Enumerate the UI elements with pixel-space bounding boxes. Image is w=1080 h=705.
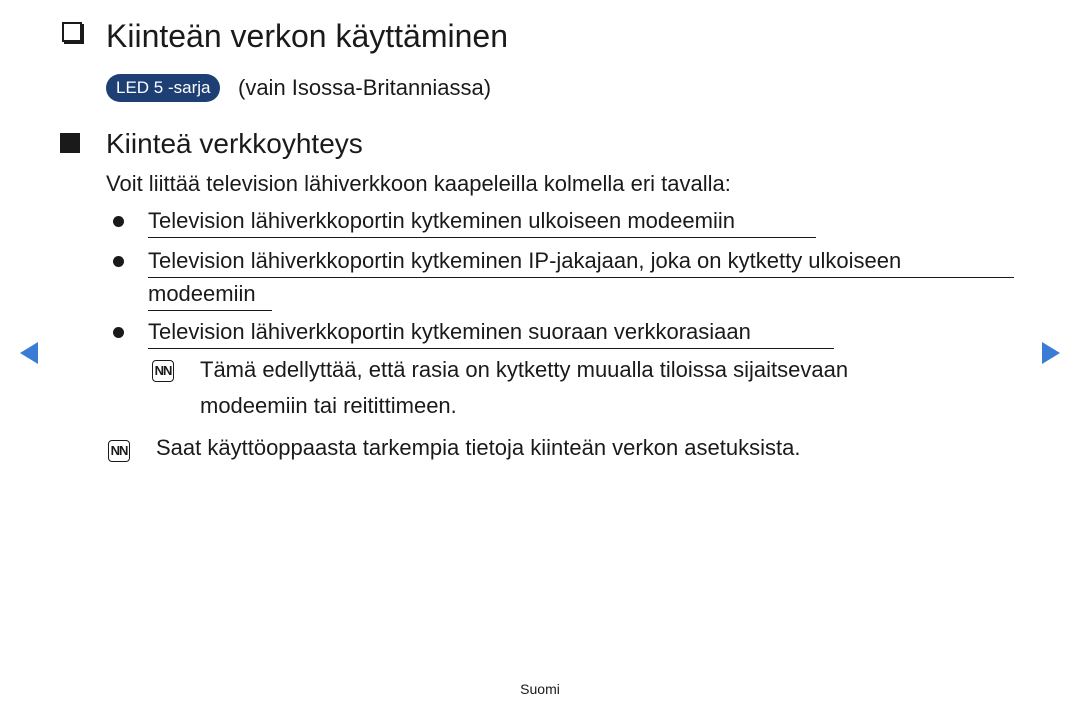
bullet-dot-icon <box>113 216 124 227</box>
section-title: Kiinteä verkkoyhteys <box>106 128 363 159</box>
intro-text: Voit liittää television lähiverkkoon kaapeleilla kolmella eri tavalla: <box>106 171 731 196</box>
model-badge: LED 5 -sarja <box>106 74 220 102</box>
bullet-link-2-cont[interactable]: modeemiin <box>148 281 256 306</box>
footer-language: Suomi <box>520 681 560 697</box>
note-text: Saat käyttöoppaasta tarkempia tietoja kiinteän verkon asetuksista. <box>156 435 801 460</box>
title-checkbox-icon <box>62 22 82 42</box>
badge-note: (vain Isossa-Britanniassa) <box>238 75 492 100</box>
sub-note-line-1: Tämä edellyttää, että rasia on kytketty muualla tiloissa sijaitsevaan <box>200 357 849 382</box>
note-icon: NN <box>108 440 130 462</box>
right-arrow-icon[interactable] <box>1042 342 1060 364</box>
bullet-link-underline <box>148 277 1014 278</box>
bullet-link-underline <box>148 237 816 238</box>
bullet-link-3[interactable]: Television lähiverkkoportin kytkeminen suoraan verkkorasiaan <box>148 319 751 344</box>
bullet-link-underline <box>148 348 834 349</box>
left-arrow-icon[interactable] <box>20 342 38 364</box>
bullet-link-1[interactable]: Television lähiverkkoportin kytkeminen ulkoiseen modeemiin <box>148 208 735 233</box>
sub-note-line-2: modeemiin tai reitittimeen. <box>200 393 457 418</box>
bullet-dot-icon <box>113 256 124 267</box>
section-square-icon <box>60 133 80 153</box>
note-icon: NN <box>152 360 174 382</box>
bullet-link-underline <box>148 310 272 311</box>
page-title: Kiinteän verkon käyttäminen <box>106 18 508 54</box>
bullet-link-2[interactable]: Television lähiverkkoportin kytkeminen IP-jakajaan, joka on kytketty ulkoiseen <box>148 248 902 273</box>
bullet-dot-icon <box>113 327 124 338</box>
